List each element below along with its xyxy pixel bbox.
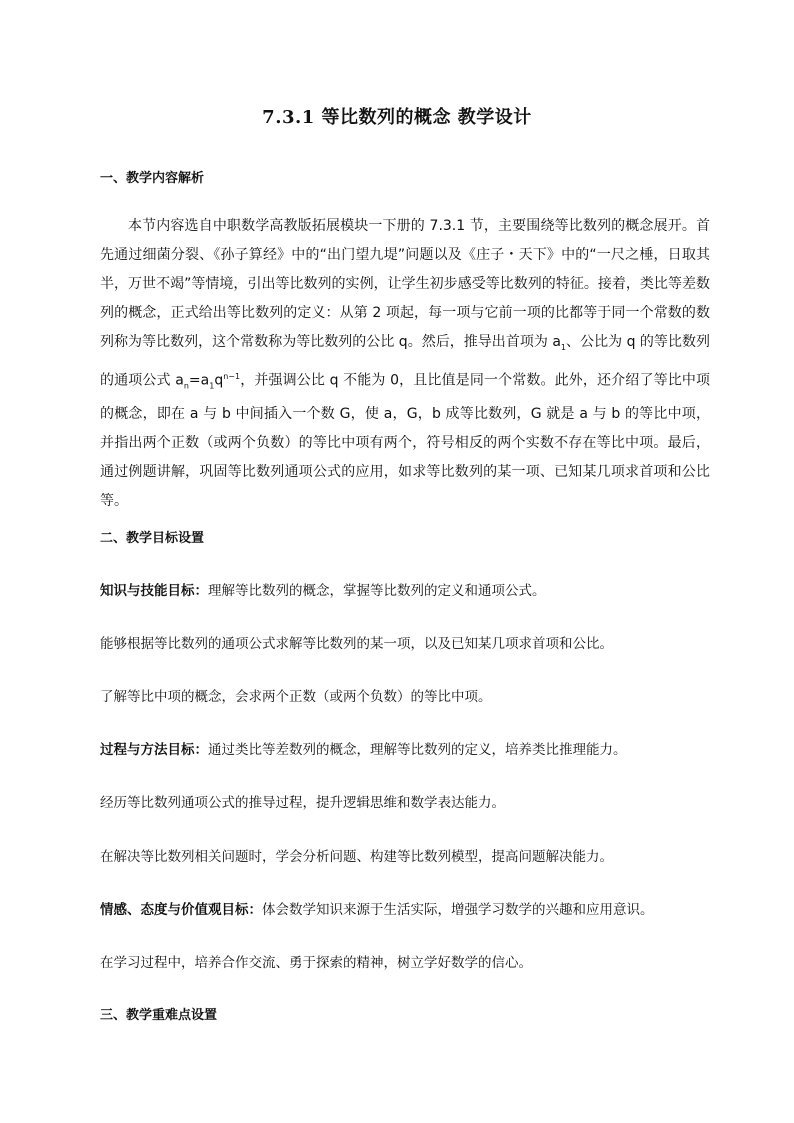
goal-process-line-3: 在解决等比数列相关问题时，学会分析问题、构建等比数列模型，提高问题解决能力。 bbox=[100, 849, 613, 865]
formula-an-subscript: n bbox=[183, 381, 189, 391]
formula-exponent: n−1 bbox=[223, 371, 241, 381]
paragraph-text-part2: 、公比为 q 的等比数列的通项公式 a bbox=[100, 334, 710, 389]
goal-process-label: 过程与方法目标： bbox=[100, 742, 208, 758]
goal-attitude-label: 情感、态度与价值观目标： bbox=[100, 902, 262, 918]
section-heading-content-analysis: 一、教学内容解析 bbox=[100, 171, 205, 186]
goal-attitude-line-2: 在学习过程中，培养合作交流、勇于探索的精神，树立学好数学的信心。 bbox=[100, 955, 532, 971]
formula-equals: =a bbox=[188, 372, 210, 389]
formula-a1-subscript: 1 bbox=[560, 342, 567, 352]
formula-q: q bbox=[214, 372, 224, 389]
goal-attitude-line bbox=[100, 898, 710, 918]
content-analysis-paragraph bbox=[100, 212, 710, 516]
goal-knowledge-label: 知识与技能目标： bbox=[100, 583, 208, 599]
goal-knowledge-line-3: 了解等比中项的概念，会求两个正数（或两个负数）的等比中项。 bbox=[100, 689, 492, 705]
formula-a1-subscript-2: 1 bbox=[209, 381, 215, 391]
section-heading-goals: 二、教学目标设置 bbox=[100, 531, 205, 546]
goal-knowledge-line-2: 能够根据等比数列的通项公式求解等比数列的某一项，以及已知某几项求首项和公比。 bbox=[100, 636, 613, 652]
paragraph-text-part3: ，并强调公比 q 不能为 0，且比值是同一个常数。此外，还介绍了等比中项的概念，即在 a 与 b 中间插入一个数 G，使 a，G，b 成等比数列，G 就是 a 与 b 的等比中项，并指出两个正数（或两个负数）的等比中项有两个，符号相反的两个实数不存在等比中项。最后，通过例题讲解，巩固等比数列通项公式的应用，如求等比数列的某一项、已知某几项求首项和公比等。 bbox=[100, 372, 710, 510]
document-title: 7.3.1 等比数列的概念 教学设计 bbox=[262, 107, 532, 128]
goal-attitude-text: 体会数学知识来源于生活实际，增强学习数学的兴趣和应用意识。 bbox=[262, 902, 654, 918]
goal-process-line-2: 经历等比数列通项公式的推导过程，提升逻辑思维和数学表达能力。 bbox=[100, 795, 505, 811]
goal-knowledge-line bbox=[100, 579, 710, 599]
goal-process-line bbox=[100, 738, 710, 758]
paragraph-text-part1: 本节内容选自中职数学高教版拓展模块一下册的 7.3.1 节，主要围绕等比数列的概念展开。首先通过细菌分裂、《孙子算经》中的“出门望九堤”问题以及《庄子・天下》中的“一尺之棰，日取其半，万世不竭”等情境，引出等比数列的实例，让学生初步感受等比数列的特征。接着，类比等差数列的概念，正式给出等比数列的定义：从第 2 项起，每一项与它前一项的比都等于同一个常数的数列称为等比数列，这个常数称为等比数列的公比 q。然后，推导出首项为 a bbox=[100, 218, 710, 350]
goal-knowledge-text: 理解等比数列的概念，掌握等比数列的定义和通项公式。 bbox=[208, 583, 546, 599]
goal-process-text: 通过类比等差数列的概念，理解等比数列的定义，培养类比推理能力。 bbox=[208, 742, 627, 758]
section-heading-key-points: 三、教学重难点设置 bbox=[100, 1008, 218, 1023]
